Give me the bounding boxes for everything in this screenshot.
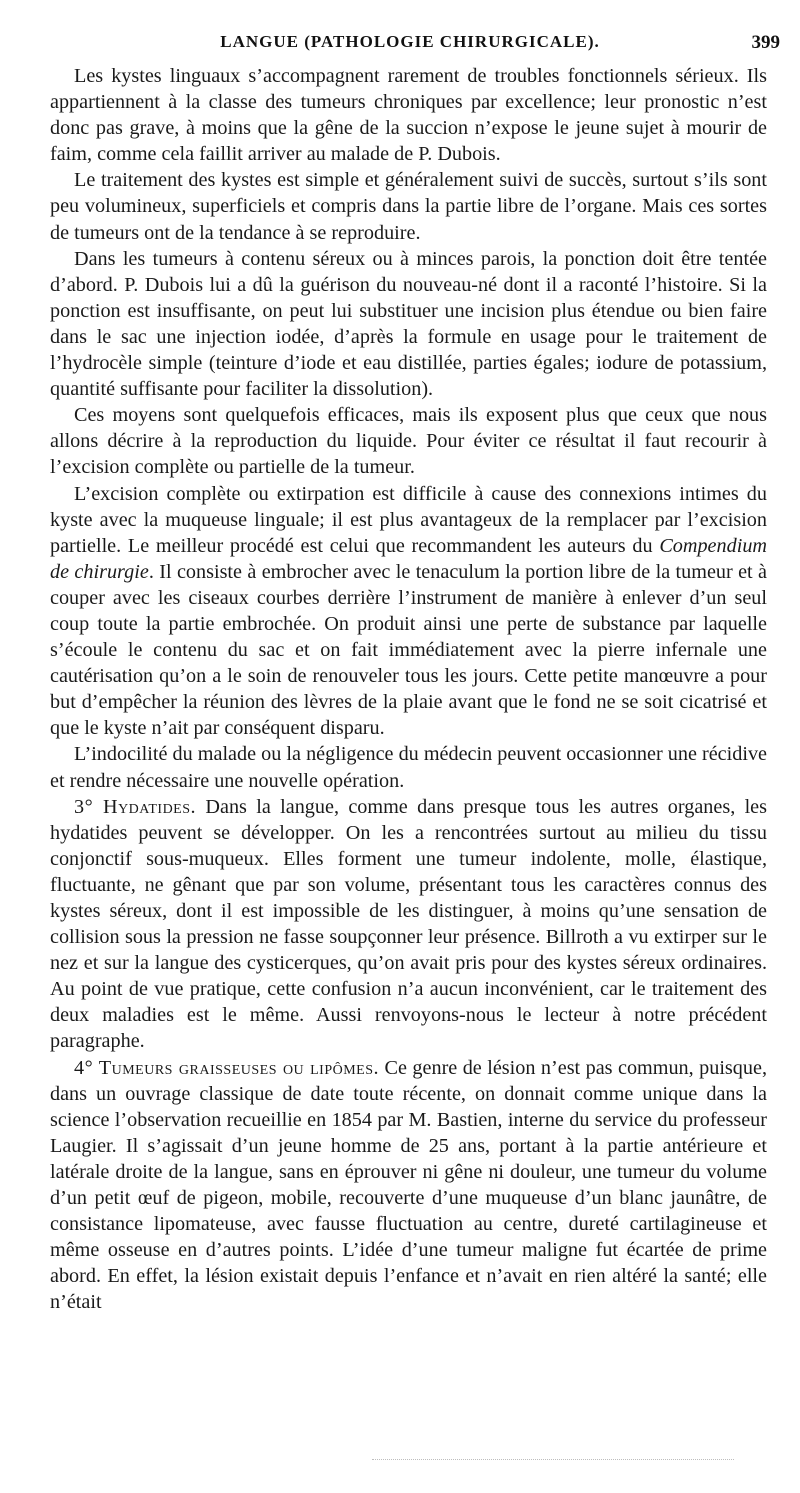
body-text: [50, 63, 767, 1316]
paragraph-text: Les kystes linguaux s’accompagnent rarement de troubles fonctionnels sérieux. Ils appartiennent à la classe des tumeurs chroniques par excellence; leur pronostic n’est donc pas grave, à moins que la gêne de la succion n’expose le jeune sujet à mourir de faim, comme cela faillit arriver au malade de P. Dubois.: [50, 65, 767, 166]
paragraph-text: Ce genre de lésion n’est pas commun, puisque, dans un ouvrage classique de date toute récente, on donnait comme unique dans la science l’observation recueillie en 1854 par M. Bastien, interne du service du professeur Laugier. Il s’agissait d’un jeune homme de 25 ans, portant à la partie antérieure et latérale droite de la langue, sans en éprouver ni gêne ni douleur, une tumeur du volume d’un petit œuf de pigeon, mobile, recouverte d’une muqueuse d’un blanc jaunâtre, de consistance lipomateuse, avec fausse fluctuation au centre, dureté cartilagineuse et même osseuse en d’autres points. L’idée d’une tumeur maligne fut écartée de prime abord. En effet, la lésion existait depuis l’enfance et n’avait en rien altéré la santé; elle n’était: [50, 1056, 767, 1314]
paragraph-text: Ces moyens sont quelquefois efficaces, mais ils exposent plus que ceux que nous allons décrire à la reproduction du liquide. Pour éviter ce résultat il faut recourir à l’excision complète ou partielle de la tumeur.: [50, 404, 767, 479]
section-heading: 4° Tumeurs graisseuses ou lipômes.: [74, 1056, 380, 1079]
book-title-italic: Compendium de chirurgie: [50, 534, 767, 583]
paragraph-lipomes: [50, 1055, 767, 1316]
paragraph-moyens: [50, 402, 767, 480]
paragraph-excision: [50, 481, 767, 742]
running-head: LANGUE (PATHOLOGIE CHIRURGICALE).: [220, 32, 600, 51]
footer-dotted-rule: [372, 1459, 734, 1460]
section-heading: 3° Hydatides.: [74, 795, 197, 818]
page-header: [40, 32, 780, 56]
paragraph-text: Le traitement des kystes est simple et généralement suivi de succès, surtout s’ils sont peu volumineux, superficiels et compris dans la partie libre de l’organe. Mais ces sortes de tumeurs ont de la tendance à se reproduire.: [50, 169, 767, 244]
paragraph-text: Dans la langue, comme dans presque tous les autres organes, les hydatides peuvent se développer. On les a rencontrées surtout au milieu du tissu conjonctif sous-muqueux. Elles forment une tumeur indolente, molle, élastique, fluctuante, ne gênant que par son volume, présentant tous les caractères connus des kystes séreux, dont il est impossible de les distinguer, à moins qu’une sensation de collision sous la pression ne fasse soupçonner leur présence. Billroth a vu extirper sur le nez et sur la langue des cysticerques, qu’on avait pris pour des kystes séreux ordinaires. Au point de vue pratique, cette confusion n’a aucun inconvénient, car le traitement des deux maladies est le même. Aussi renvoyons-nous le lecteur à notre précédent paragraphe.: [50, 795, 768, 1053]
paragraph-hydatides: [50, 794, 767, 1055]
paragraph-indocilite: [50, 741, 767, 793]
paragraph-text: L’indocilité du malade ou la négligence du médecin peuvent occasionner une récidive et rendre nécessaire une nouvelle opération.: [50, 743, 767, 792]
paragraph-text: L’excision complète ou extirpation est difficile à cause des connexions intimes du kyste avec la muqueuse linguale; il est plus avantageux de la remplacer par l’excision partielle. Le meilleur procédé est celui que recommandent les auteurs du: [50, 482, 767, 557]
paragraph-kystes-pronostic: [50, 63, 767, 167]
page-number: 399: [751, 32, 780, 53]
paragraph-ponction: [50, 246, 767, 403]
paragraph-traitement: [50, 167, 767, 245]
paragraph-text: . Il consiste à embrocher avec le tenaculum la portion libre de la tumeur et à couper avec les ciseaux courbes derrière l’instrument de manière à enlever d’un seul coup toute la partie embrochée. On produit ainsi une perte de substance par laquelle s’écoule le contenu du sac et on fait immédiatement avec la pierre infernale une cautérisation qu’on a le soin de renouveler tous les jours. Cette petite manœuvre a pour but d’empêcher la réunion des lèvres de la plaie avant que le fond ne se soit cicatrisé et que le kyste n’ait par conséquent disparu.: [50, 560, 768, 740]
paragraph-text: Dans les tumeurs à contenu séreux ou à minces parois, la ponction doit être tentée d’abord. P. Dubois lui a dû la guérison du nouveau-né dont il a raconté l’histoire. Si la ponction est insuffisante, on peut lui substituer une incision plus étendue ou bien faire dans le sac une injection iodée, d’après la formule en usage pour le traitement de l’hydrocèle simple (teinture d’iode et eau distillée, parties égales; iodure de potassium, quantité suffisante pour faciliter la dissolution).: [50, 247, 767, 401]
